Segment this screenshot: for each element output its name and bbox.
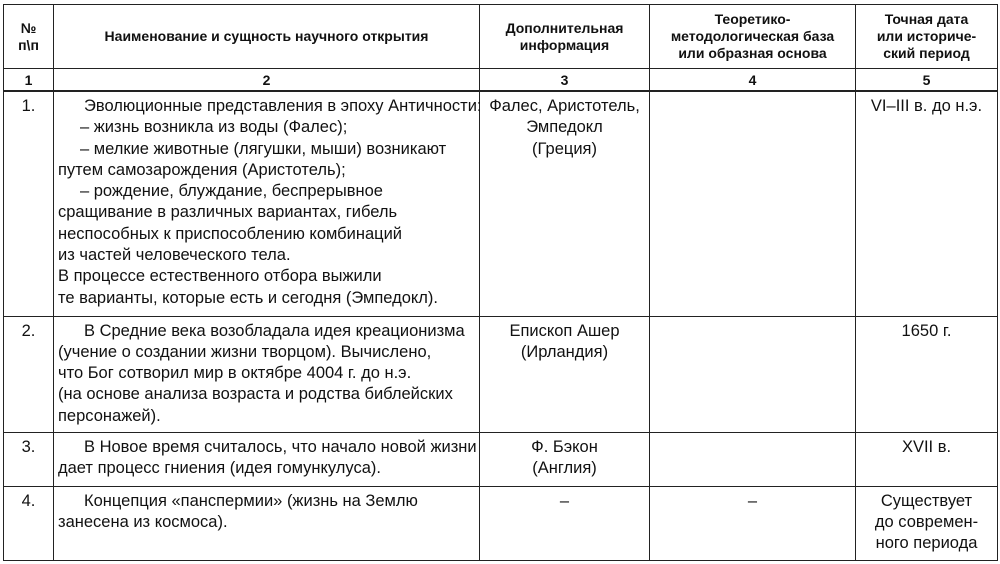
- header-date: [856, 5, 998, 69]
- info-line: (Ирландия): [520, 342, 609, 361]
- row-base: [650, 432, 856, 486]
- description-line: сращивание в различных вариантах, гибель: [58, 203, 398, 222]
- date-line: до современ-: [874, 512, 979, 531]
- description-line: из частей человеческого тела.: [58, 246, 291, 265]
- header-base-line3: или образная основа: [678, 45, 827, 61]
- description-line: – рождение, блуждание, беспрерывное: [80, 182, 383, 201]
- header-number: [4, 5, 54, 69]
- header-date-line1: Точная дата: [884, 11, 969, 27]
- header-date-line2: или историче-: [876, 28, 977, 44]
- info-line: –: [559, 491, 570, 510]
- info-line: Епископ Ашер: [509, 321, 620, 340]
- description-line: что Бог сотворил мир в октябре 4004 г. до н.э.: [58, 364, 412, 383]
- row-info: [480, 486, 650, 560]
- row-date: [856, 91, 998, 316]
- info-line: Ф. Бэкон: [531, 437, 598, 456]
- header-name: Наименование и сущность научного открытия: [54, 5, 480, 69]
- date-line: Существует: [880, 491, 973, 510]
- info-line: (Англия): [532, 458, 597, 477]
- description-line: те варианты, которые есть и сегодня (Эмпедокл).: [58, 288, 439, 307]
- description-line: Концепция «панспермии» (жизнь на Землю: [84, 491, 418, 510]
- description-line: персонажей).: [58, 406, 161, 425]
- info-line: Эмпедокл: [526, 118, 603, 137]
- header-info-line2: информация: [519, 36, 610, 53]
- description-line: – жизнь возникла из воды (Фалес);: [80, 118, 348, 137]
- description-line: В Средние века возобладала идея креационизма: [84, 321, 465, 340]
- header-row: [4, 5, 998, 69]
- column-number: 5: [856, 69, 998, 92]
- description-line: (учение о создании жизни творцом). Вычислено,: [58, 342, 432, 361]
- row-description: [54, 91, 480, 316]
- row-base: [650, 316, 856, 432]
- row-date: [856, 486, 998, 560]
- description-line: неспособных к приспособлению комбинаций: [58, 224, 403, 243]
- table-row: [4, 432, 998, 486]
- header-number-line1: №: [20, 19, 37, 36]
- discoveries-table: [3, 4, 998, 561]
- date-line: ного периода: [875, 534, 978, 553]
- date-line: VI–III в. до н.э.: [870, 97, 983, 115]
- description-line: занесена из космоса).: [58, 512, 228, 531]
- row-base: –: [650, 486, 856, 560]
- column-number: 1: [4, 69, 54, 92]
- description-line: (на основе анализа возраста и родства библейских: [58, 385, 453, 404]
- row-date: [856, 316, 998, 432]
- info-line: Фалес, Аристотель,: [489, 97, 640, 115]
- row-description: [54, 432, 480, 486]
- description-line: Эволюционные представления в эпоху Античности:: [84, 97, 482, 115]
- description-line: В процессе естественного отбора выжили: [58, 267, 382, 286]
- description-line: путем самозарождения (Аристотель);: [58, 160, 346, 179]
- row-description: [54, 486, 480, 560]
- row-number: 1.: [4, 91, 54, 316]
- column-number: 3: [480, 69, 650, 92]
- description-line: В Новое время считалось, что начало новой жизни: [84, 437, 477, 456]
- row-info: [480, 432, 650, 486]
- header-base-line1: Теоретико-: [714, 11, 791, 27]
- column-number: 4: [650, 69, 856, 92]
- row-number: 3.: [4, 432, 54, 486]
- date-line: XVII в.: [901, 437, 952, 456]
- header-info: [480, 5, 650, 69]
- description-line: дает процесс гниения (идея гомункулуса).: [58, 458, 382, 477]
- row-description: [54, 316, 480, 432]
- row-info: [480, 316, 650, 432]
- row-number: 2.: [4, 316, 54, 432]
- row-base: [650, 91, 856, 316]
- info-line: (Греция): [532, 139, 597, 158]
- row-number: 4.: [4, 486, 54, 560]
- header-info-line1: Дополнительная: [505, 19, 624, 36]
- table-row: [4, 486, 998, 560]
- table-row: [4, 316, 998, 432]
- row-date: [856, 432, 998, 486]
- row-info: [480, 91, 650, 316]
- header-number-line2: п\п: [18, 36, 39, 53]
- date-line: 1650 г.: [901, 321, 952, 340]
- header-base-line2: методологическая база: [670, 28, 835, 44]
- header-date-line3: ский период: [883, 45, 970, 61]
- description-line: – мелкие животные (лягушки, мыши) возникают: [80, 139, 447, 158]
- table-row: [4, 91, 998, 316]
- header-base: [650, 5, 856, 69]
- column-number: 2: [54, 69, 480, 92]
- column-number-row: [4, 69, 998, 92]
